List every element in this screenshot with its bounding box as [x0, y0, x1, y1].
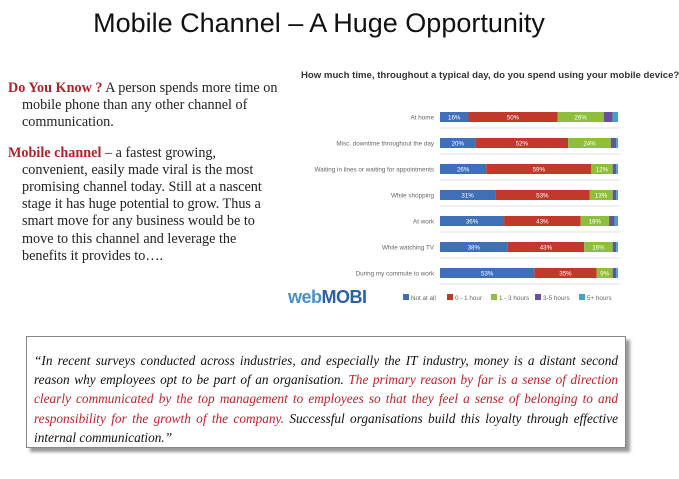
bar-segment — [616, 164, 618, 174]
do-you-know-label: Do You Know ? — [8, 80, 103, 96]
data-label: 16% — [588, 218, 602, 226]
bar-segment — [611, 138, 616, 148]
data-label: 43% — [536, 218, 549, 226]
legend-label: Not at all — [411, 295, 436, 302]
quote-text — [34, 351, 618, 447]
chart-title: How much time, throughout a typical day, do you spend using your mobile device? — [301, 70, 679, 81]
legend-swatch — [447, 294, 453, 300]
left-text — [8, 80, 283, 278]
logo-part-mobi: MOBI — [321, 287, 367, 307]
category-label: During my commute to work — [355, 270, 434, 278]
category-label: While watching TV — [381, 244, 434, 252]
legend-swatch — [403, 294, 409, 300]
data-label: 31% — [461, 192, 474, 200]
bar-segment — [609, 216, 614, 226]
bar-segment — [616, 190, 618, 200]
category-label: At home — [410, 114, 434, 122]
category-label: At work — [413, 218, 434, 226]
data-label: 35% — [559, 270, 572, 278]
webmobi-logo — [288, 287, 367, 308]
legend-swatch — [579, 294, 585, 300]
mobile-channel-text: – a fastest growing, convenient, easily made viral is the most promising channel today. Still at a nascent stage it has huge potential to grow. Thus a smart move for any business would be to move to this channel and leverage the benefits it provides to…. — [22, 144, 262, 264]
data-label: 26% — [574, 114, 587, 122]
stacked-bar-chart — [285, 88, 625, 313]
legend-label: 5+ hours — [587, 295, 612, 302]
paragraph-do-you-know — [8, 80, 283, 132]
data-label: 16% — [448, 114, 461, 122]
bar-segment — [614, 216, 618, 226]
category-label: Waiting in lines or waiting for appointments — [314, 166, 434, 174]
slide-title: Mobile Channel – A Huge Opportunity — [93, 8, 545, 38]
data-label: 38% — [467, 244, 481, 252]
bar-segment — [616, 268, 618, 278]
bar-segment — [616, 242, 618, 252]
bar-segment — [613, 268, 617, 278]
bar-segment — [616, 138, 618, 148]
mobile-channel-label: Mobile channel — [8, 144, 102, 161]
data-label: 36% — [465, 218, 479, 226]
legend-label: 0 - 1 hour — [455, 295, 482, 302]
do-you-know-text: A person spends more time on mobile phone than any other channel of communication. — [22, 80, 278, 131]
data-label: 53% — [536, 192, 549, 200]
bar-segment — [613, 242, 617, 252]
data-label: 16% — [592, 244, 605, 252]
quote-highlight: The primary reason by far is a sense of direction clearly communicated by the top management to employees so that they feel a sense of belonging to and responsibility for the growth of the company. — [34, 372, 619, 426]
data-label: 43% — [539, 244, 553, 252]
legend-swatch — [491, 294, 497, 300]
data-label: 24% — [583, 140, 596, 148]
data-label: 12% — [595, 166, 609, 174]
bar-segment — [613, 190, 617, 200]
paragraph-mobile-channel — [8, 145, 283, 265]
data-label: 50% — [506, 114, 520, 122]
data-label: 52% — [515, 140, 529, 148]
data-label: 53% — [480, 270, 494, 278]
quote-part-1: “In recent surveys conducted across industries, and especially the IT industry, money is a distant second reason why employees opt to be part of an organisation. — [34, 353, 618, 388]
legend-label: 1 - 3 hours — [499, 295, 530, 302]
data-label: 9% — [600, 270, 610, 278]
logo-part-web: web — [288, 287, 322, 307]
legend-label: 3-5 hours — [543, 295, 570, 302]
data-label: 26% — [456, 166, 470, 174]
bar-segment — [604, 112, 613, 122]
category-label: Misc. downtime throughout the day — [336, 140, 434, 148]
bar-segment — [613, 112, 618, 122]
legend-swatch — [535, 294, 541, 300]
data-label: 20% — [451, 140, 464, 148]
category-label: While shopping — [390, 192, 434, 200]
data-label: 59% — [532, 166, 545, 174]
quote-part-3: Successful organisations build this loyalty through effective internal communication.” — [34, 410, 618, 445]
bar-segment — [613, 164, 617, 174]
data-label: 13% — [594, 192, 608, 200]
